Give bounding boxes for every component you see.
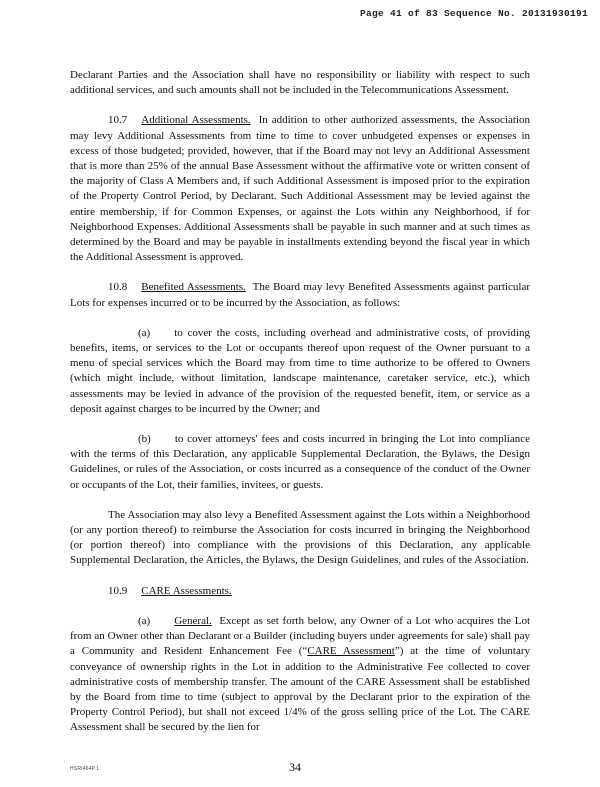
page-sequence-stamp: Page 41 of 83 Sequence No. 20131930191 (359, 8, 588, 19)
subsection-text: Except as set forth below, any Owner of a Lot who acquires the Lot from an Owner other than Declarant or a Builder (including buyers under agreements for sale) shall pay a Community and Resident Enhancement Fee (“ (70, 614, 530, 658)
section-number: 10.9 (108, 584, 128, 597)
section-title: Additional Assessments. (141, 114, 251, 127)
section-10-9 (70, 584, 530, 599)
defined-term: CARE Assessment (307, 645, 395, 658)
section-number: 10.7 (108, 114, 128, 127)
subsection-text-cont: ”) at the time of voluntary conveyance of ownership rights in the Lot in addition to the Administrative Fee collected to cover administrative costs of membership transfer. The amount of the CARE Assessment shall be established by the Board from time to time (subject to approval by the Declarant prior to the expiration of the Property Control Period), but shall not exceed 1/4% of the gross selling price of the Lot. The CARE Assessment shall be secured by the lien for (70, 645, 530, 734)
section-title: Benefited Assessments. (141, 281, 246, 294)
intro-paragraph: Declarant Parties and the Association shall have no responsibility or liability with respect to such additional services, and such amounts shall not be included in the Telecommunications Assessment. (70, 69, 530, 97)
section-text: In addition to other authorized assessments, the Association may levy Additional Assessments from time to time to cover unbudgeted expenses or expenses in excess of those budgeted; provided, however, that if the Board may not levy an Additional Assessment that is more than 25% of the annual Base Assessment without the affirmative vote or written consent of the majority of Class A Members and, if such Additional Assessment is imposed prior to the expiration of the Property Control Period, by Declarant. Such Additional Assessment may be levied against the entire membership, if for Common Expenses, or against the Lots within any Neighborhood, if for Neighborhood Expenses. Additional Assessments shall be payable in such manner and at such times as determined by the Board and may be payable in installments extending beyond the fiscal year in which the Additional Assessment is approved. (70, 114, 530, 264)
subsection-label: (b) (138, 433, 151, 446)
page-number: 34 (289, 760, 301, 774)
subsection-title: General. (174, 614, 212, 627)
subsection-label: (a) (138, 614, 151, 627)
subsection-a (70, 326, 530, 417)
neighborhood-paragraph: The Association may also levy a Benefited Assessment against the Lots within a Neighborhood (or any portion thereof) to reimburse the Association for costs incurred in bringing the Neighborhood (or portion thereof) into compliance with the provisions of this Declaration, any applicable Supplemental Declaration, the Articles, the Bylaws, the Design Guidelines, and rules of the Association. (70, 508, 530, 567)
subsection-text: to cover the costs, including overhead and administrative costs, of providing benefits, items, or services to the Lot or occupants thereof upon request of the Owner pursuant to a menu of special services which the Board may from time to time authorize to be offered to Owners (which might include, without limitation, landscape maintenance, caretaker service, etc.), which assessments may be levied in advance of the provision of the requested benefit, item, or service as a deposit against charges to be incurred by the Owner; and (70, 326, 530, 415)
section-title: CARE Assessments. (141, 584, 232, 597)
section-number: 10.8 (108, 281, 128, 294)
subsection-label: (a) (138, 326, 151, 339)
section-10-7 (70, 113, 530, 265)
section-10-8 (70, 280, 530, 310)
section-text: The Board may levy Benefited Assessments against particular Lots for expenses incurred or to be incurred by the Association, as follows: (70, 281, 530, 309)
document-body (70, 68, 530, 736)
subsection-general (70, 614, 530, 736)
subsection-text: to cover attorneys' fees and costs incurred in bringing the Lot into compliance with the terms of this Declaration, any applicable Supplemental Declaration, the Bylaws, the Design Guidelines, or rules of the Association, or costs incurred as a consequence of the conduct of the Owner or occupants of the Lot, their families, invitees, or guests. (70, 433, 530, 491)
subsection-b (70, 432, 530, 493)
document-code: HSRI464P.1 (70, 766, 100, 772)
